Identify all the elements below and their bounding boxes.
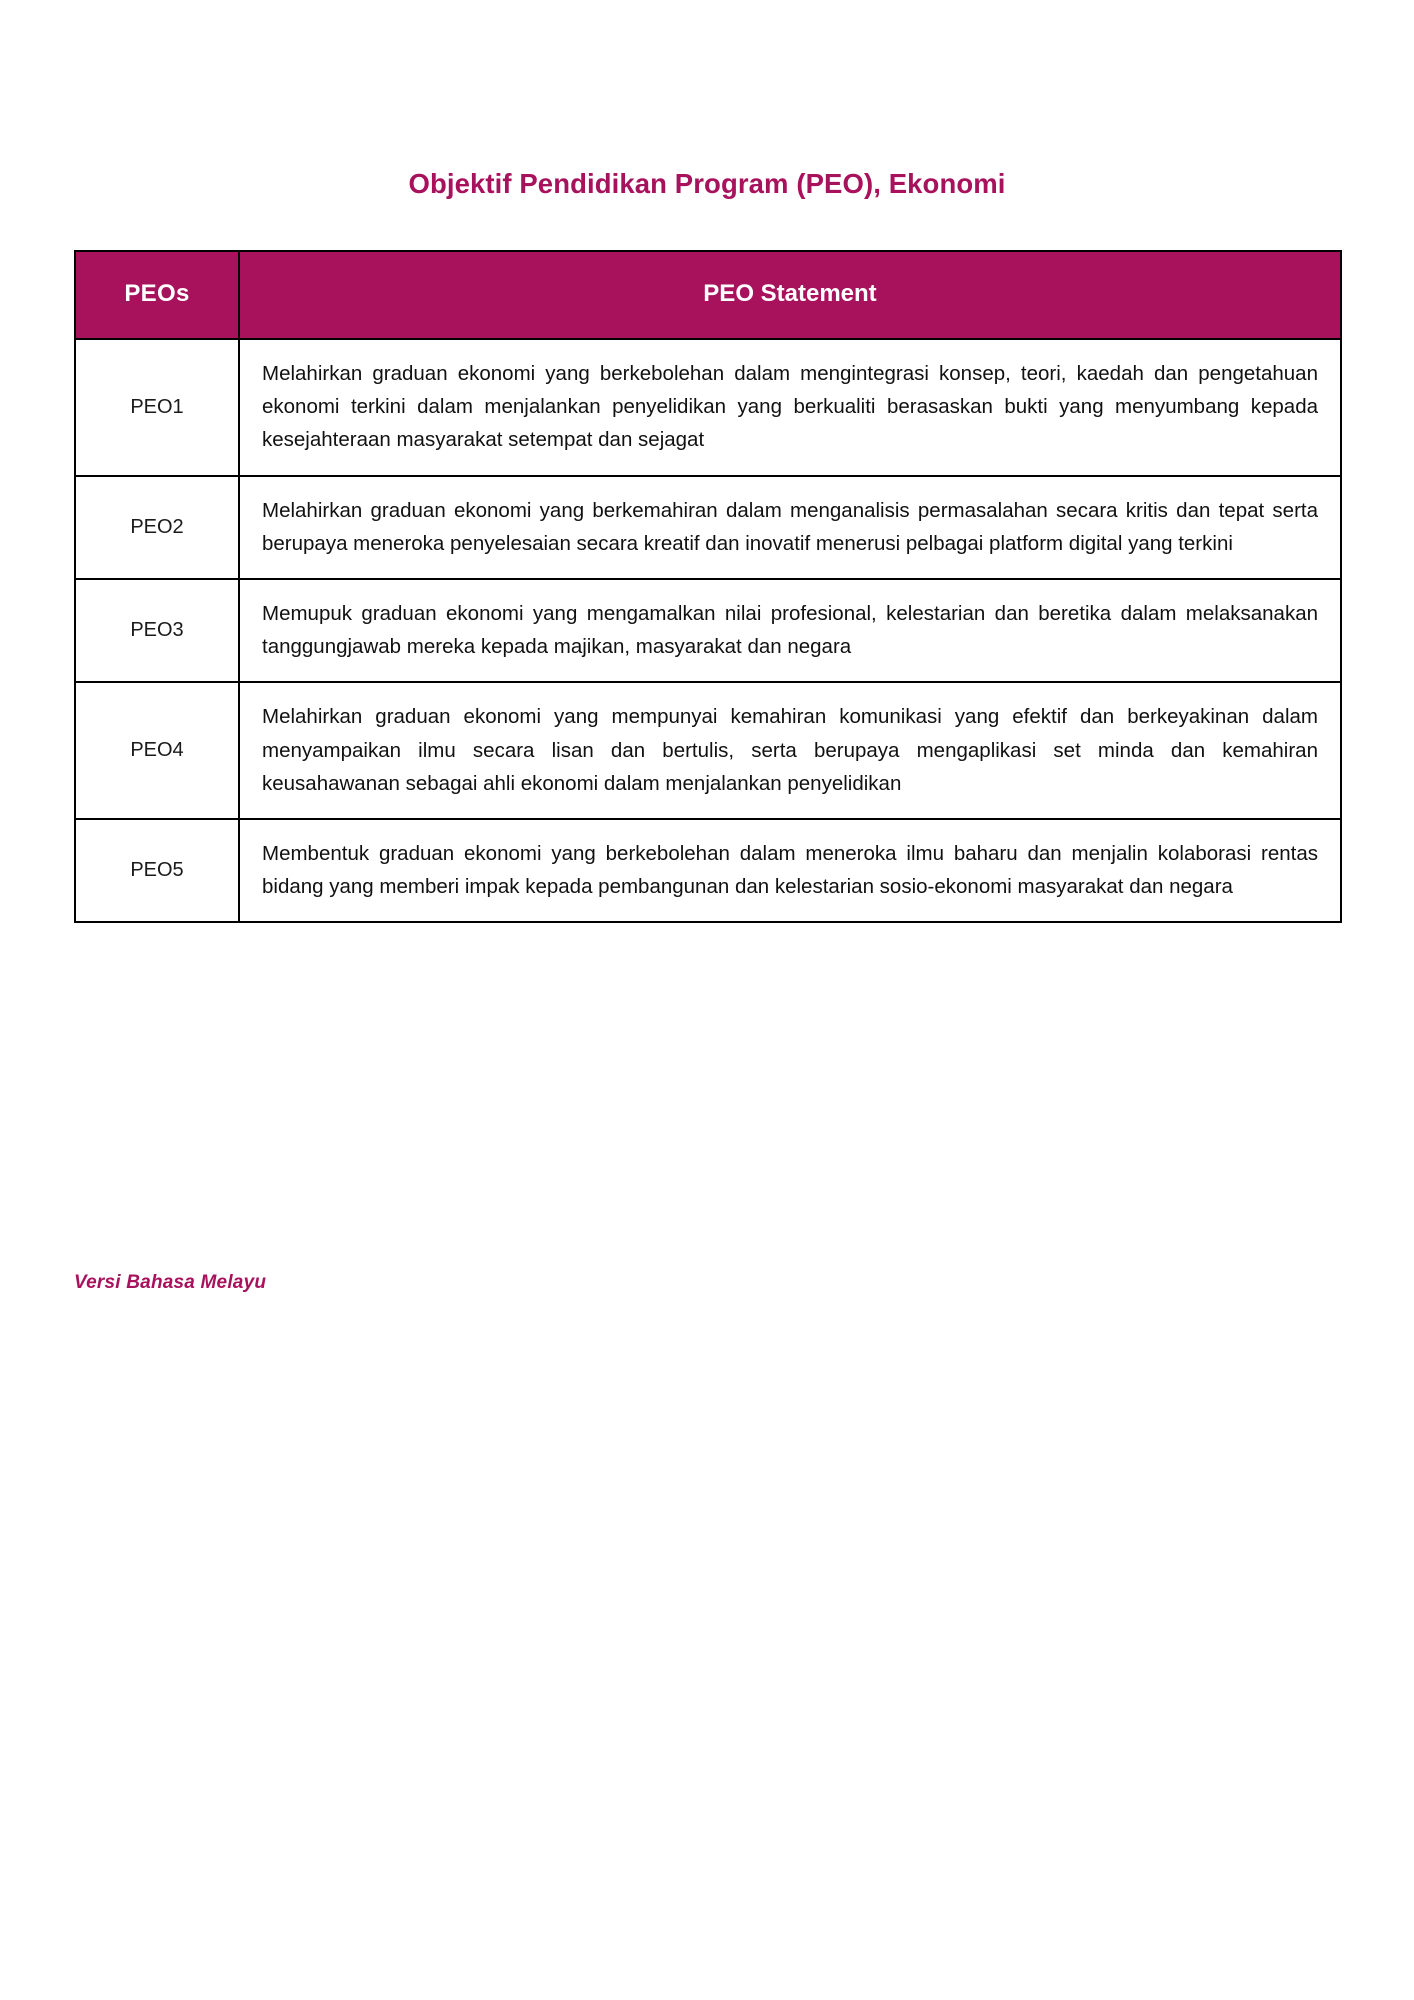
table-row xyxy=(75,819,1341,922)
peo-code: PEO3 xyxy=(75,579,239,682)
version-note: Versi Bahasa Melayu xyxy=(74,1272,267,1293)
column-header-peo-statement: PEO Statement xyxy=(239,251,1341,339)
peo-code: PEO5 xyxy=(75,819,239,922)
peo-statement: Melahirkan graduan ekonomi yang mempunyai kemahiran komunikasi yang efektif dan berkeyakinan dalam menyampaikan ilmu secara lisan dan bertulis, serta berupaya mengaplikasi set minda dan kemahiran keusahawanan sebagai ahli ekonomi dalam menjalankan penyelidikan xyxy=(239,682,1341,819)
peo-statement: Melahirkan graduan ekonomi yang berkemahiran dalam menganalisis permasalahan secara kritis dan tepat serta berupaya meneroka penyelesaian secara kreatif dan inovatif menerusi pelbagai platform digital yang terkini xyxy=(239,476,1341,579)
table-row xyxy=(75,339,1341,476)
page-title: Objektif Pendidikan Program (PEO), Ekonomi xyxy=(408,168,1006,199)
column-header-peos: PEOs xyxy=(75,251,239,339)
table-body xyxy=(75,339,1341,922)
peo-statement: Memupuk graduan ekonomi yang mengamalkan nilai profesional, kelestarian dan beretika dalam melaksanakan tanggungjawab mereka kepada majikan, masyarakat dan negara xyxy=(239,579,1341,682)
peo-statement: Melahirkan graduan ekonomi yang berkebolehan dalam mengintegrasi konsep, teori, kaedah dan pengetahuan ekonomi terkini dalam menjalankan penyelidikan yang berkualiti berasaskan bukti yang menyumbang kepada kesejahteraan masyarakat setempat dan sejagat xyxy=(239,339,1341,476)
peo-code: PEO1 xyxy=(75,339,239,476)
peo-code: PEO2 xyxy=(75,476,239,579)
table-row xyxy=(75,682,1341,819)
peo-statement: Membentuk graduan ekonomi yang berkebolehan dalam meneroka ilmu baharu dan menjalin kolaborasi rentas bidang yang memberi impak kepada pembangunan dan kelestarian sosio-ekonomi masyarakat dan negara xyxy=(239,819,1341,922)
table-header xyxy=(75,251,1341,339)
table-header-row xyxy=(75,251,1341,339)
peo-table xyxy=(74,250,1342,923)
peo-code: PEO4 xyxy=(75,682,239,819)
table-row xyxy=(75,476,1341,579)
table-row xyxy=(75,579,1341,682)
